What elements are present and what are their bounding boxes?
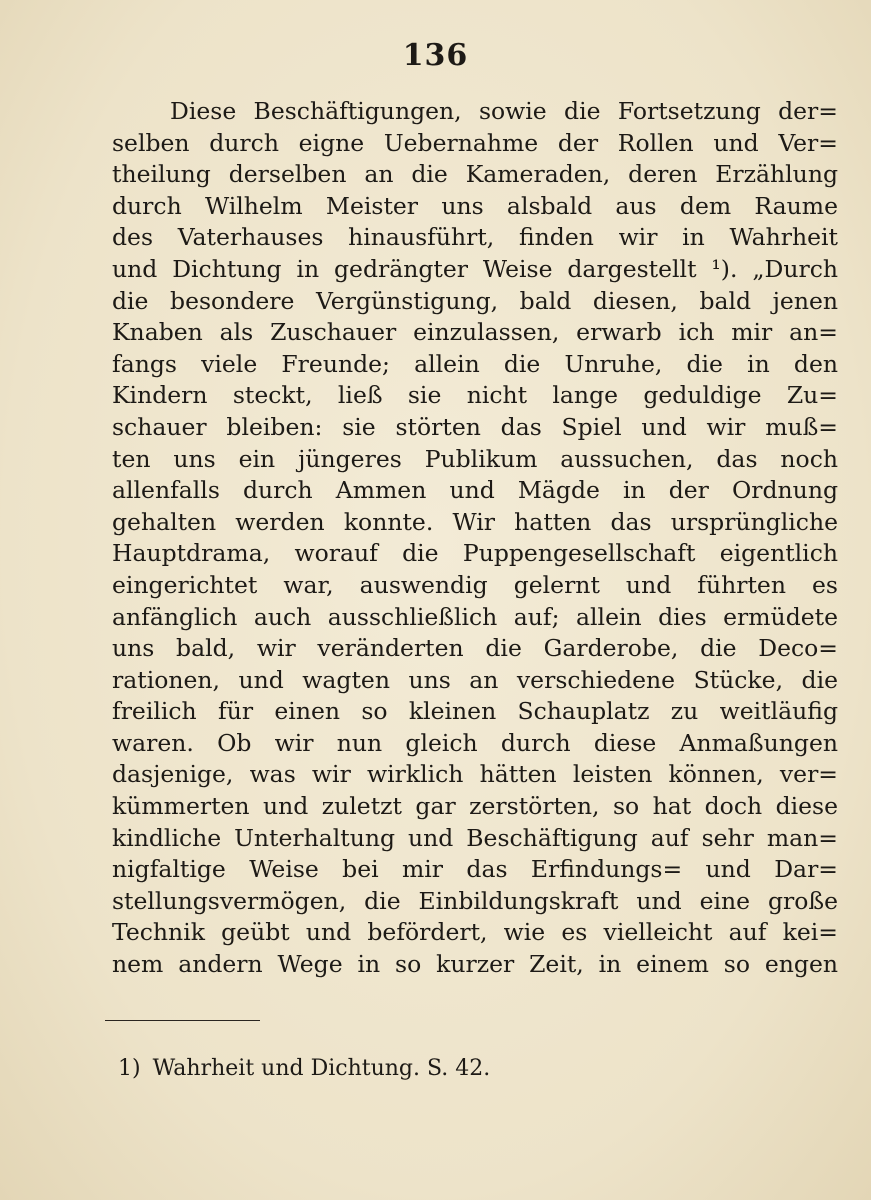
- text-line: Diese Beschäftigungen, sowie die Fortsetzung der=: [170, 97, 838, 125]
- text-line: nigfaltige Weise bei mir das Erfindungs= und Dar=: [112, 855, 838, 884]
- text-line: fangs viele Freunde; allein die Unruhe, die in den: [112, 349, 838, 378]
- text-line: und Dichtung in gedrängter Weise dargestellt ¹). „Durch: [112, 254, 838, 283]
- text-line: Knaben als Zuschauer einzulassen, erwarb ich mir an=: [112, 318, 838, 347]
- text-line: die besondere Vergünstigung, bald diesen, bald jenen: [112, 286, 838, 315]
- text-line: Kindern steckt, ließ sie nicht lange geduldige Zu=: [112, 381, 838, 410]
- text-line: Hauptdrama, worauf die Puppengesellschaft eigentlich: [112, 539, 838, 568]
- text-line: eingerichtet war, auswendig gelernt und führten es: [112, 570, 838, 599]
- text-line: stellungsvermögen, die Einbildungskraft und eine große: [112, 886, 838, 915]
- footnote: [118, 1056, 490, 1081]
- text-line: rationen, und wagten uns an verschiedene Stücke, die: [112, 665, 838, 694]
- text-line: kümmerten und zuletzt gar zerstörten, so hat doch diese: [112, 792, 838, 821]
- text-line: uns bald, wir veränderten die Garderobe, die Deco=: [112, 634, 838, 663]
- text-line: nem andern Wege in so kurzer Zeit, in einem so engen: [112, 950, 838, 979]
- text-line: waren. Ob wir nun gleich durch diese Anmaßungen: [112, 728, 838, 757]
- text-line: selben durch eigne Uebernahme der Rollen und Ver=: [112, 128, 838, 157]
- text-line: theilung derselben an die Kameraden, deren Erzählung: [112, 160, 838, 189]
- text-line: durch Wilhelm Meister uns alsbald aus dem Raume: [112, 191, 838, 220]
- text-line: allenfalls durch Ammen und Mägde in der Ordnung: [112, 476, 838, 505]
- text-line: ten uns ein jüngeres Publikum aussuchen, das noch: [112, 444, 838, 473]
- text-line: des Vaterhauses hinausführt, finden wir in Wahrheit: [112, 223, 838, 252]
- footnote-marker: 1): [118, 1056, 141, 1081]
- text-line: gehalten werden konnte. Wir hatten das ursprüngliche: [112, 507, 838, 536]
- page-number: 136: [402, 38, 469, 73]
- text-line: kindliche Unterhaltung und Beschäftigung auf sehr man=: [112, 823, 838, 852]
- footnote-text: Wahrheit und Dichtung. S. 42.: [152, 1056, 491, 1081]
- body-text: [112, 96, 838, 981]
- text-line: Technik geübt und befördert, wie es vielleicht auf kei=: [112, 918, 838, 947]
- footnote-separator: [105, 1020, 260, 1021]
- text-line: anfänglich auch ausschließlich auf; allein dies ermüdete: [112, 602, 838, 631]
- text-line: schauer bleiben: sie störten das Spiel und wir muß=: [112, 412, 838, 441]
- text-line: freilich für einen so kleinen Schauplatz zu weitläufig: [112, 697, 838, 726]
- text-line: dasjenige, was wir wirklich hätten leisten können, ver=: [112, 760, 838, 789]
